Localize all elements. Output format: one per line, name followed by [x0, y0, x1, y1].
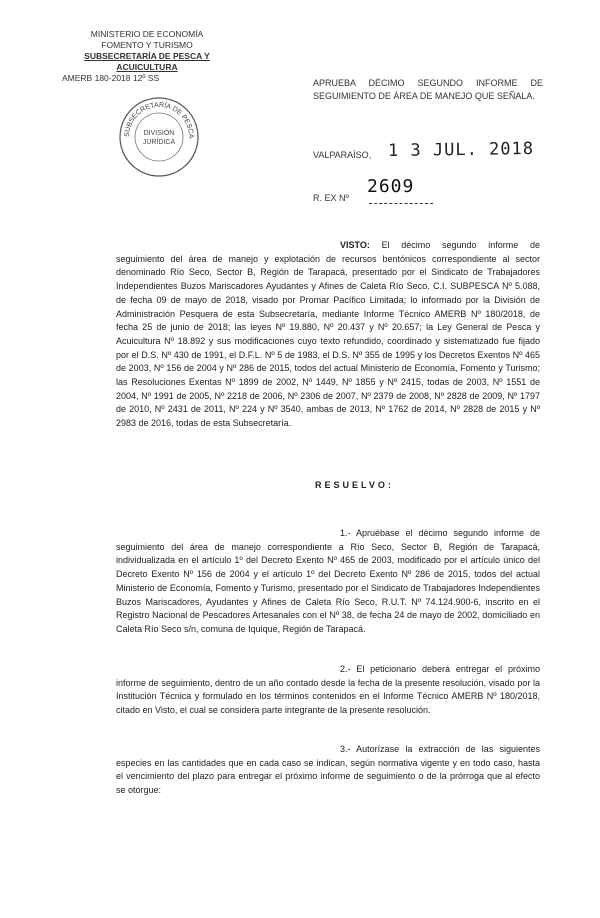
- resuelvo-heading: RESUELVO:: [315, 480, 394, 490]
- resolution-number: 2609: [367, 176, 415, 197]
- date-stamp: 1 3 JUL. 2018: [387, 138, 535, 162]
- place-label: VALPARAÍSO,: [313, 150, 372, 160]
- visto-label: VISTO:: [340, 240, 370, 250]
- reference-code: AMERB 180-2018 12º SS: [62, 73, 160, 83]
- resolution-point-2: 2.- El peticionario deberá entregar el próximo informe de seguimiento, dentro de un año contado desde la fecha de la presente resolución, visado por la Institución Técnica y formulado en los términos contenidos en el Informe Técnico AMERB Nº 180/2018, citado en Visto, el cual se considera parte integrante de la presente resolución.: [116, 664, 540, 716]
- resolution-point-1: 1.- Apruébase el décimo segundo informe de seguimiento del área de manejo correspondiente a Río Seco, Sector B, Región de Tarapacá, individualizada en el artículo 1º del Decreto Exento Nº 465 de 2003, modificado por el artículo único del Decreto Exento Nº 156 de 2004 y el artículo 1º del Decreto Exento Nº 286 de 2015, todos del actual Ministerio de Economía, Fomento y Turismo, presentado por el Sindicato de Trabajadores Independientes Buzos Mariscadores, Ayudantes y Afines de Caleta Río Seco, R.U.T. Nº 74.124.900-6, inscrito en el Registro Nacional de Pescadores Artesanales con el Nº 38, de fecha 24 de mayo de 2002, domiciliado en Caleta Río Seco s/n, comuna de Iquique, Región de Tarapacá.: [116, 528, 540, 634]
- subsecretaria-name: SUBSECRETARÍA DE PESCA Y ACUICULTURA: [84, 51, 210, 72]
- resolution-underline: [369, 203, 433, 204]
- letterhead: [62, 29, 232, 84]
- ministry-subtitle: FOMENTO Y TURISMO: [101, 40, 193, 50]
- resolution-point-3: 3.- Autorízase la extracción de las siguientes especies en las cantidades que en cada caso se indican, según normativa vigente y en todo caso, hasta el vencimiento del plazo para entregar el próximo informe de seguimiento o de la prórroga que al efecto se otorgue:: [116, 744, 540, 796]
- visto-text: El décimo segundo informe de seguimiento del área de manejo y explotación de recursos bentónicos correspondiente al sector denominado Río Seco, Sector B, Región de Tarapacá, presentado por el Sindicato de Trabajadores Independientes Buzos Mariscadores Ayudantes y Afines de Caleta Río Seco. C.I. SUBPESCA Nº 5.088, de fecha 09 de mayo de 2018, visado por Promar Pacífico Limitada; lo informado por la División de Administración Pesquera de esta Subsecretaría, mediante Informe Técnico AMERB Nº 180/2018, de fecha 25 de junio de 2018; las leyes Nº 19.880, Nº 20.437 y Nº 20.657; la Ley General de Pesca y Acuicultura Nº 18.892 y sus modificaciones cuyo texto refundido, coordinado y sistematizado fue fijado por el D.S. Nº 430 de 1991, el D.F.L. Nº 5 de 1983, el D.S. Nº 355 de 1995 y los Decretos Exentos Nº 465 de 2003, Nº 156 de 2004 y Nº 286 de 2015, todos del actual Ministerio de Economía, Fomento y Turismo; las Resoluciones Exentas Nº 1899 de 2002, Nº 1449, Nº 1855 y Nº 2415, todas de 2003, Nº 1551 de 2004, Nº 1991 de 2005, Nº 2218 de 2006, Nº 2306 de 2007, Nº 2379 de 2008, Nº 2828 de 2009, Nº 1797 de 2010, Nº 2431 de 2011, Nº 224 y Nº 3540, ambas de 2013, Nº 1762 de 2014, Nº 2828 de 2015 y Nº 2983 de 2016, todas de esta Subsecretaría.: [116, 240, 540, 429]
- stamp-center-line2: JURÍDICA: [142, 139, 176, 146]
- stamp-ring-text: SUBSECRETARÍA DE PESCA: [123, 101, 195, 139]
- ministry-name: MINISTERIO DE ECONOMÍA: [90, 29, 204, 39]
- official-stamp: [118, 96, 200, 178]
- resolution-label: R. EX Nº: [313, 193, 349, 203]
- visto-paragraph: [116, 239, 540, 431]
- stamp-center-line1: DIVISIÓN: [143, 130, 175, 137]
- document-subject: APRUEBA DÉCIMO SEGUNDO INFORME DE SEGUIMIENTO DE ÁREA DE MANEJO QUE SEÑALA.: [313, 78, 543, 101]
